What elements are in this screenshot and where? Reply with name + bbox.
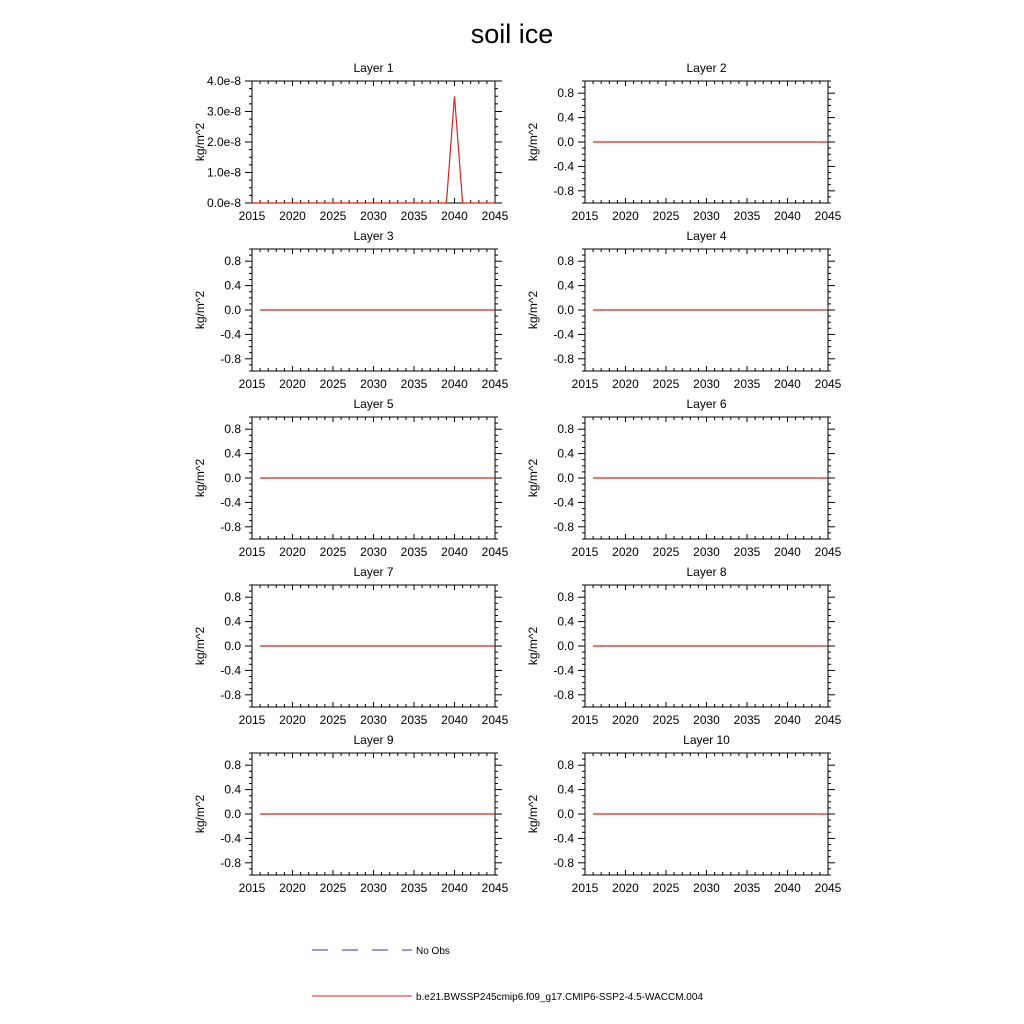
y-axis-label: kg/m^2 — [526, 290, 540, 330]
y-tick-label: 0.0 — [224, 807, 241, 821]
y-tick-label: -0.4 — [553, 327, 574, 342]
y-tick-label: 0.8 — [224, 758, 241, 773]
x-tick-label: 2045 — [481, 881, 509, 895]
y-tick-label: 2.0e-8 — [206, 135, 241, 149]
y-tick-label: 0.4 — [557, 614, 574, 629]
y-axis-label: kg/m^2 — [526, 626, 540, 666]
y-tick-label: 0.4 — [224, 446, 241, 461]
x-tick-label: 2020 — [612, 545, 639, 559]
panel-layer-8 — [526, 565, 842, 727]
x-tick-label: 2020 — [612, 209, 639, 223]
y-tick-label: 0.8 — [557, 590, 574, 605]
y-tick-label: 3.0e-8 — [206, 104, 241, 119]
y-tick-label: 0.0 — [557, 303, 574, 317]
x-tick-label: 2025 — [652, 377, 680, 391]
x-tick-label: 2020 — [612, 881, 639, 895]
x-tick-label: 2040 — [774, 209, 801, 223]
x-tick-label: 2030 — [360, 545, 387, 559]
y-axis-label: kg/m^2 — [193, 626, 207, 666]
x-tick-label: 2040 — [774, 545, 801, 559]
y-tick-label: 0.8 — [224, 422, 241, 437]
panel-title: Layer 9 — [353, 733, 394, 747]
x-tick-label: 2030 — [360, 881, 387, 895]
panel-layer-9 — [193, 733, 509, 895]
y-tick-label: 0.0 — [557, 639, 574, 653]
x-tick-label: 2020 — [279, 881, 306, 895]
y-tick-label: -0.4 — [220, 663, 241, 678]
x-tick-label: 2035 — [400, 713, 428, 727]
x-tick-label: 2025 — [319, 209, 347, 223]
x-tick-label: 2015 — [238, 881, 266, 895]
x-tick-label: 2035 — [733, 377, 761, 391]
panel-layer-3 — [193, 229, 509, 391]
x-tick-label: 2025 — [652, 881, 680, 895]
y-tick-label: -0.8 — [553, 687, 574, 702]
x-tick-label: 2040 — [774, 377, 801, 391]
panel-layer-5 — [193, 397, 509, 559]
y-axis-label: kg/m^2 — [526, 458, 540, 498]
x-tick-label: 2015 — [571, 881, 599, 895]
x-tick-label: 2035 — [733, 209, 761, 223]
x-tick-label: 2030 — [360, 377, 387, 391]
x-tick-label: 2035 — [733, 881, 761, 895]
x-tick-label: 2015 — [571, 545, 599, 559]
y-tick-label: 0.0 — [557, 135, 574, 149]
y-tick-label: -0.8 — [220, 855, 241, 870]
panel-title: Layer 7 — [353, 565, 394, 579]
x-tick-label: 2030 — [693, 545, 720, 559]
panel-title: Layer 1 — [353, 61, 394, 75]
x-tick-label: 2035 — [400, 209, 428, 223]
y-axis-label: kg/m^2 — [193, 290, 207, 330]
x-tick-label: 2025 — [319, 713, 347, 727]
panel-layer-7 — [193, 565, 509, 727]
y-tick-label: 0.8 — [224, 254, 241, 269]
panel-title: Layer 4 — [686, 229, 727, 243]
panel-title: Layer 3 — [353, 229, 394, 243]
panel-title: Layer 5 — [353, 397, 394, 411]
x-tick-label: 2045 — [814, 209, 842, 223]
x-tick-label: 2040 — [441, 713, 468, 727]
panels — [193, 61, 842, 895]
y-tick-label: -0.8 — [553, 519, 574, 534]
x-tick-label: 2020 — [279, 377, 306, 391]
x-tick-label: 2030 — [693, 209, 720, 223]
x-tick-label: 2035 — [400, 545, 428, 559]
x-tick-label: 2015 — [238, 377, 266, 391]
x-tick-label: 2020 — [279, 713, 306, 727]
x-tick-label: 2040 — [441, 881, 468, 895]
y-tick-label: 0.4 — [557, 110, 574, 125]
x-tick-label: 2025 — [652, 209, 680, 223]
y-tick-label: 0.0 — [224, 639, 241, 653]
panel-layer-4 — [526, 229, 842, 391]
y-tick-label: -0.8 — [553, 351, 574, 366]
y-tick-label: -0.4 — [220, 495, 241, 510]
y-axis-label: kg/m^2 — [193, 458, 207, 498]
y-tick-label: 4.0e-8 — [206, 74, 241, 88]
x-tick-label: 2030 — [360, 713, 387, 727]
legend-model-label: b.e21.BWSSP245cmip6.f09_g17.CMIP6-SSP2-4.5-WACCM.004 — [416, 992, 703, 1003]
y-tick-label: 0.8 — [557, 422, 574, 437]
y-tick-label: -0.4 — [553, 663, 574, 678]
x-tick-label: 2040 — [774, 881, 801, 895]
y-tick-label: -0.8 — [220, 687, 241, 702]
y-tick-label: -0.8 — [553, 183, 574, 198]
y-tick-label: 0.0 — [557, 807, 574, 821]
x-tick-label: 2035 — [733, 713, 761, 727]
x-tick-label: 2045 — [481, 209, 509, 223]
y-tick-label: 0.8 — [224, 590, 241, 605]
y-tick-label: -0.4 — [220, 831, 241, 846]
y-tick-label: -0.4 — [220, 327, 241, 342]
y-axis-label: kg/m^2 — [193, 794, 207, 834]
legend-obs-label: No Obs — [416, 946, 450, 957]
y-tick-label: 0.0 — [224, 471, 241, 485]
y-tick-label: -0.8 — [553, 855, 574, 870]
x-tick-label: 2045 — [814, 881, 842, 895]
y-tick-label: -0.4 — [553, 159, 574, 174]
x-tick-label: 2030 — [693, 713, 720, 727]
x-tick-label: 2040 — [441, 545, 468, 559]
panel-layer-2 — [526, 61, 842, 223]
y-axis-label: kg/m^2 — [526, 122, 540, 162]
x-tick-label: 2045 — [481, 713, 509, 727]
x-tick-label: 2020 — [279, 545, 306, 559]
x-tick-label: 2015 — [571, 377, 599, 391]
x-tick-label: 2040 — [441, 209, 468, 223]
panel-title: Layer 6 — [686, 397, 727, 411]
y-tick-label: 0.8 — [557, 86, 574, 101]
x-tick-label: 2035 — [400, 881, 428, 895]
y-tick-label: 0.4 — [224, 614, 241, 629]
y-tick-label: 1.0e-8 — [206, 165, 241, 180]
x-tick-label: 2040 — [441, 377, 468, 391]
x-tick-label: 2015 — [238, 545, 266, 559]
x-tick-label: 2045 — [814, 545, 842, 559]
y-tick-label: 0.8 — [557, 254, 574, 269]
y-tick-label: -0.4 — [553, 495, 574, 510]
x-tick-label: 2035 — [400, 377, 428, 391]
x-tick-label: 2015 — [238, 209, 266, 223]
x-tick-label: 2045 — [814, 713, 842, 727]
panel-title: Layer 8 — [686, 565, 727, 579]
y-tick-label: 0.4 — [557, 782, 574, 797]
series-line — [252, 96, 495, 203]
x-tick-label: 2025 — [319, 377, 347, 391]
y-tick-label: 0.4 — [224, 278, 241, 293]
panel-layer-6 — [526, 397, 842, 559]
x-tick-label: 2045 — [481, 377, 509, 391]
x-tick-label: 2015 — [571, 713, 599, 727]
panel-layer-1 — [193, 61, 509, 223]
x-tick-label: 2045 — [814, 377, 842, 391]
x-tick-label: 2030 — [693, 377, 720, 391]
x-tick-label: 2025 — [652, 713, 680, 727]
y-tick-label: 0.8 — [557, 758, 574, 773]
x-tick-label: 2040 — [774, 713, 801, 727]
panel-layer-10 — [526, 733, 842, 895]
y-axis-label: kg/m^2 — [526, 794, 540, 834]
panel-title: Layer 10 — [683, 733, 730, 747]
y-tick-label: 0.4 — [224, 782, 241, 797]
x-tick-label: 2030 — [693, 881, 720, 895]
panel-title: Layer 2 — [686, 61, 727, 75]
y-axis-label: kg/m^2 — [193, 122, 207, 162]
x-tick-label: 2015 — [571, 209, 599, 223]
legend — [312, 946, 703, 1003]
y-tick-label: 0.0 — [224, 303, 241, 317]
x-tick-label: 2035 — [733, 545, 761, 559]
y-tick-label: -0.4 — [553, 831, 574, 846]
figure-title: soil ice — [470, 19, 554, 49]
x-tick-label: 2045 — [481, 545, 509, 559]
y-tick-label: -0.8 — [220, 519, 241, 534]
y-tick-label: -0.8 — [220, 351, 241, 366]
y-tick-label: 0.4 — [557, 446, 574, 461]
x-tick-label: 2020 — [612, 377, 639, 391]
x-tick-label: 2020 — [612, 713, 639, 727]
y-tick-label: 0.0 — [557, 471, 574, 485]
x-tick-label: 2015 — [238, 713, 266, 727]
x-tick-label: 2020 — [279, 209, 306, 223]
y-tick-label: 0.0e-8 — [206, 196, 241, 210]
x-tick-label: 2025 — [319, 881, 347, 895]
x-tick-label: 2025 — [652, 545, 680, 559]
x-tick-label: 2025 — [319, 545, 347, 559]
x-tick-label: 2030 — [360, 209, 387, 223]
y-tick-label: 0.4 — [557, 278, 574, 293]
